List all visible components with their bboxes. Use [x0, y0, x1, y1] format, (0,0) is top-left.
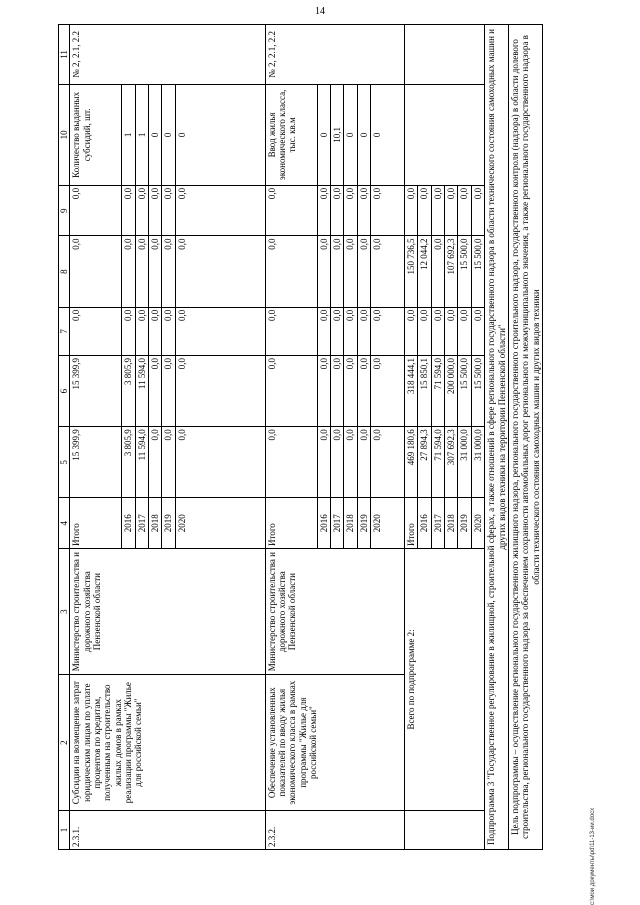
value-cell: 0,0	[175, 185, 265, 236]
value-cell: 15 850,1	[418, 355, 431, 426]
value-cell: 0,0	[431, 236, 444, 307]
value-cell: 0,0	[162, 355, 175, 426]
value-cell: 0,0	[331, 307, 344, 355]
value-cell: 0,0	[418, 185, 431, 236]
value-cell: 0,0	[405, 185, 418, 236]
value-cell: 0,0	[149, 355, 162, 426]
value-cell: 0,0	[122, 185, 135, 236]
value-cell: 3 805,9	[122, 355, 135, 426]
value-cell: 0,0	[175, 427, 265, 498]
year-cell: 2020	[371, 498, 405, 549]
value-cell: 0,0	[265, 185, 317, 236]
value-cell: 307 692,3	[445, 427, 458, 498]
value-cell: 11 594,0	[135, 427, 148, 498]
value-cell: 0,0	[344, 185, 357, 236]
indicator-value: 0	[371, 84, 405, 185]
value-cell: 71 594,0	[431, 427, 444, 498]
value-cell: 0,0	[371, 185, 405, 236]
year-cell: 2018	[445, 498, 458, 549]
value-cell: 0,0	[265, 427, 317, 498]
value-cell: 0,0	[162, 185, 175, 236]
column-number-row	[59, 25, 70, 850]
indicator-name: Количество выданных субсидий, шт.	[70, 84, 122, 185]
year-cell: 2020	[175, 498, 265, 549]
value-cell: 0,0	[445, 185, 458, 236]
value-cell: 0,0	[371, 307, 405, 355]
value-cell: 15 399,9	[70, 355, 122, 426]
value-cell: 0,0	[70, 185, 122, 236]
value-cell: 0,0	[317, 427, 330, 498]
file-path-footer: c:\мои документы\pd\11-13-ии.docx	[590, 807, 596, 905]
value-cell: 318 444,1	[405, 355, 418, 426]
value-cell: 0,0	[344, 355, 357, 426]
year-cell: Итого	[405, 498, 418, 549]
subtotal-label: Всего по подпрограмме 2:	[405, 548, 485, 810]
value-cell: 0,0	[265, 355, 317, 426]
value-cell: 200 000,0	[445, 355, 458, 426]
value-cell: 71 594,0	[431, 355, 444, 426]
value-cell: 0,0	[317, 307, 330, 355]
value-cell: 12 044,2	[418, 236, 431, 307]
value-cell: 0,0	[458, 307, 471, 355]
value-cell: 15 500,0	[471, 355, 484, 426]
col-number: 2	[59, 675, 70, 811]
value-cell: 0,0	[405, 307, 418, 355]
year-cell: 2018	[344, 498, 357, 549]
value-cell: 11 594,0	[135, 355, 148, 426]
value-cell: 0,0	[357, 185, 370, 236]
value-cell: 0,0	[162, 236, 175, 307]
value-cell: 15 399,9	[70, 427, 122, 498]
indicator-value: 0	[162, 84, 175, 185]
value-cell: 0,0	[344, 307, 357, 355]
year-cell: 2019	[162, 498, 175, 549]
value-cell: 0,0	[135, 307, 148, 355]
value-cell: 3 805,9	[122, 427, 135, 498]
value-cell: 0,0	[175, 307, 265, 355]
page-number: 14	[315, 6, 325, 17]
year-cell: 2016	[317, 498, 330, 549]
value-cell: 0,0	[135, 236, 148, 307]
indicator-value: 0	[149, 84, 162, 185]
value-cell: 31 000,0	[458, 427, 471, 498]
value-cell: 0,0	[445, 307, 458, 355]
value-cell: 0,0	[431, 185, 444, 236]
value-cell: 0,0	[149, 236, 162, 307]
blank-cell	[405, 84, 485, 185]
value-cell: 0,0	[431, 307, 444, 355]
value-cell: 0,0	[162, 307, 175, 355]
value-cell: 0,0	[357, 307, 370, 355]
col-number: 9	[59, 185, 70, 236]
value-cell: 0,0	[344, 236, 357, 307]
value-cell: 0,0	[135, 185, 148, 236]
col-number: 4	[59, 498, 70, 549]
value-cell: 31 000,0	[471, 427, 484, 498]
value-cell: 0,0	[317, 355, 330, 426]
indicator-value: 1	[135, 84, 148, 185]
item-name: Субсидии на возмещение затрат юридическим лицам по уплате процентов по кредитам, полученным на строительство жилых домов в рамках реализации программы "Жилье для российской семьи"	[70, 675, 265, 811]
value-cell: 0,0	[122, 236, 135, 307]
year-cell: 2018	[149, 498, 162, 549]
year-cell: Итого	[265, 498, 317, 549]
value-cell: 107 692,3	[445, 236, 458, 307]
value-cell: 0,0	[317, 236, 330, 307]
value-cell: 469 180,6	[405, 427, 418, 498]
col-number: 3	[59, 548, 70, 674]
value-cell: 0,0	[149, 307, 162, 355]
year-cell: 2017	[431, 498, 444, 549]
col-number: 6	[59, 355, 70, 426]
year-cell: 2019	[357, 498, 370, 549]
value-cell: 0,0	[70, 236, 122, 307]
value-cell: 0,0	[162, 427, 175, 498]
subprogram-goal-row	[508, 25, 542, 850]
indicator-value: 0	[317, 84, 330, 185]
value-cell: 0,0	[149, 427, 162, 498]
col-number: 8	[59, 236, 70, 307]
value-cell: 15 500,0	[458, 236, 471, 307]
table-row	[265, 25, 317, 850]
indicator-name: Ввод жилья экономического класса, тыс. кв.м	[265, 84, 317, 185]
col-number: 1	[59, 810, 70, 849]
value-cell: 0,0	[265, 307, 317, 355]
value-cell: 0,0	[122, 307, 135, 355]
value-cell: 0,0	[371, 427, 405, 498]
value-cell: 0,0	[371, 355, 405, 426]
value-cell: 27 894,3	[418, 427, 431, 498]
item-number: 2.3.2.	[265, 810, 404, 849]
year-cell: 2019	[458, 498, 471, 549]
value-cell: 0,0	[458, 185, 471, 236]
subtotal-row	[405, 25, 418, 850]
item-name: Обеспечение установленных показателей по вводу жилья экономического класса в рамках программы "Жилье для российской семьи"	[265, 675, 404, 811]
value-cell: 0,0	[331, 355, 344, 426]
table-row	[70, 25, 122, 850]
blank-cell	[405, 25, 485, 85]
value-cell: 15 500,0	[458, 355, 471, 426]
subprogram3-goal: Цель подпрограммы – осуществление регионального государственного жилищного надзора, регионального государственного строительного надзора, государственного контроля (надзора) в области долевого строительства, регионального государственного надзора за обеспечением сохранности автомобильных дорог регионального и межмуниципального значения, а также регионального государственного надзора в области технического состояния самоходных машин и других видов техники	[508, 25, 542, 850]
value-cell: 0,0	[357, 427, 370, 498]
year-cell: Итого	[70, 498, 122, 549]
value-cell: 0,0	[471, 185, 484, 236]
value-cell: 0,0	[70, 307, 122, 355]
value-cell: 15 500,0	[471, 236, 484, 307]
col-number: 11	[59, 25, 70, 85]
value-cell: 0,0	[331, 236, 344, 307]
value-cell: 0,0	[265, 236, 317, 307]
value-cell: 0,0	[149, 185, 162, 236]
value-cell: 0,0	[175, 236, 265, 307]
indicator-value: 10,1	[331, 84, 344, 185]
value-cell: 0,0	[344, 427, 357, 498]
reference-cell: № 2, 2.1, 2.2	[70, 25, 265, 85]
indicator-value: 0	[175, 84, 265, 185]
value-cell: 0,0	[418, 307, 431, 355]
indicator-value: 0	[357, 84, 370, 185]
item-number: 2.3.1.	[70, 810, 265, 849]
value-cell: 0,0	[371, 236, 405, 307]
col-number: 10	[59, 84, 70, 185]
value-cell: 0,0	[331, 185, 344, 236]
reference-cell: № 2, 2.1, 2.2	[265, 25, 404, 85]
blank-cell	[405, 810, 485, 849]
year-cell: 2020	[471, 498, 484, 549]
value-cell: 0,0	[471, 307, 484, 355]
value-cell: 0,0	[357, 236, 370, 307]
subprogram3-title: Подпрограмма 3 "Государственное регулирование в жилищной, строительной сферах, а также отношений в сфере регионального государственного надзора в области технического состояния самоходных машин и других видов техники на территории Пензенской области"	[485, 25, 509, 850]
value-cell: 150 736,5	[405, 236, 418, 307]
value-cell: 0,0	[317, 185, 330, 236]
item-executor: Министерство строительства и дорожного хозяйства Пензенской области	[265, 548, 404, 674]
year-cell: 2017	[135, 498, 148, 549]
program-activities-table	[58, 24, 543, 850]
year-cell: 2017	[331, 498, 344, 549]
value-cell: 0,0	[331, 427, 344, 498]
rotated-content	[58, 24, 620, 850]
col-number: 7	[59, 307, 70, 355]
indicator-value: 0	[344, 84, 357, 185]
subprogram-title-row	[485, 25, 509, 850]
rotated-table-area	[58, 24, 620, 850]
value-cell: 0,0	[357, 355, 370, 426]
indicator-value: 1	[122, 84, 135, 185]
col-number: 5	[59, 427, 70, 498]
item-executor: Министерство строительства и дорожного хозяйства Пензенской области	[70, 548, 265, 674]
year-cell: 2016	[418, 498, 431, 549]
value-cell: 0,0	[175, 355, 265, 426]
year-cell: 2016	[122, 498, 135, 549]
